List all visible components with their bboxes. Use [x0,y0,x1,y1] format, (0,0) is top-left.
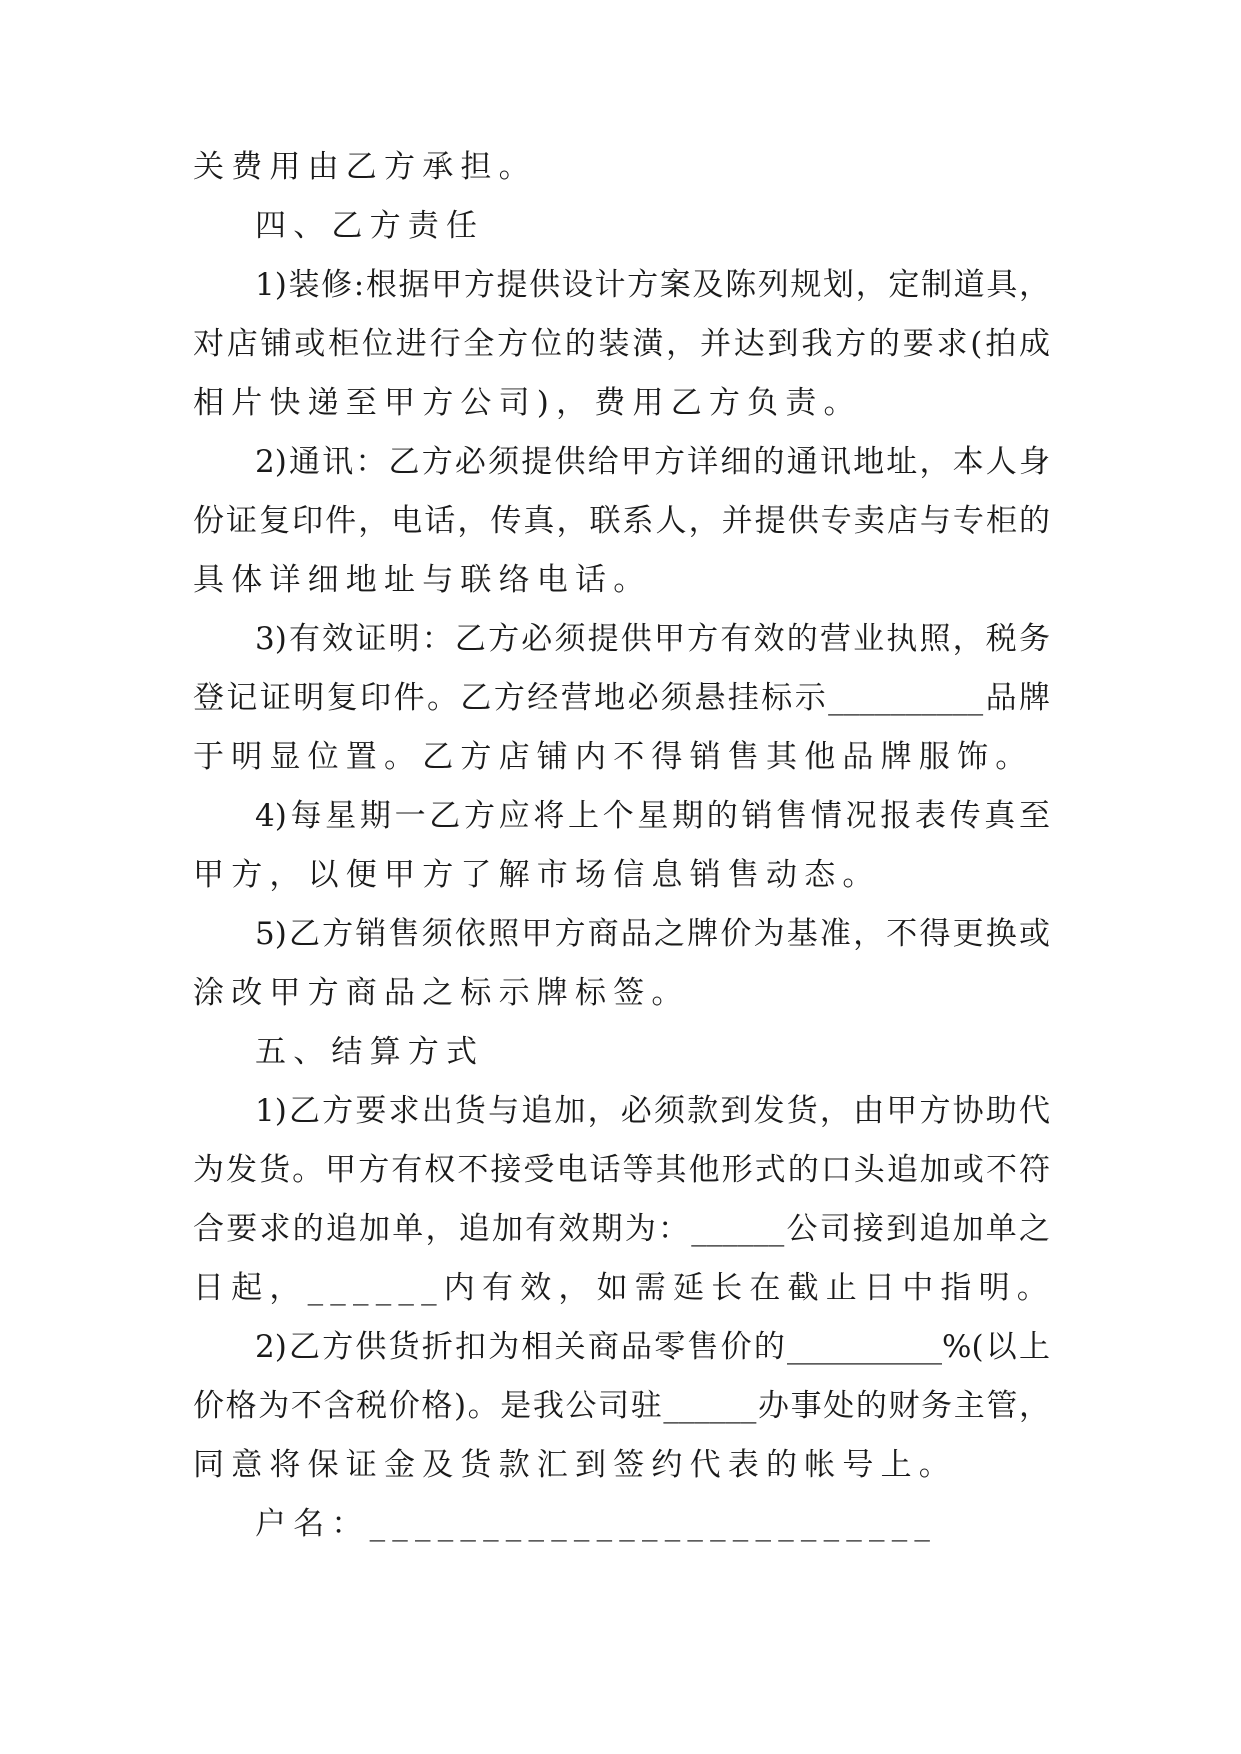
text-line: 2)通讯：乙方必须提供给甲方详细的通讯地址，本人身 [255,444,1050,480]
text-line: 同意将保证金及货款汇到签约代表的帐号上。 [193,1447,957,1483]
text-line: 于明显位置。乙方店铺内不得销售其他品牌服饰。 [193,739,1034,775]
section-heading: 四、乙方责任 [255,208,485,244]
section-heading: 五、结算方式 [255,1034,485,1070]
text-line: 相片快递至甲方公司)，费用乙方负责。 [193,385,862,421]
account-name-field: 户名：_________________________ [255,1506,938,1542]
text-line: 甲方，以便甲方了解市场信息销售动态。 [193,857,881,893]
text-line: 3)有效证明：乙方必须提供甲方有效的营业执照，税务 [255,621,1050,657]
text-line: 2)乙方供货折扣为相关商品零售价的__________%(以上 [255,1329,1050,1365]
text-line: 对店铺或柜位进行全方位的装潢，并达到我方的要求(拍成 [193,326,1050,362]
text-line: 4)每星期一乙方应将上个星期的销售情况报表传真至 [255,798,1050,834]
text-line: 具体详细地址与联络电话。 [193,562,652,598]
text-line: 价格为不含税价格)。是我公司驻______办事处的财务主管， [193,1388,1050,1424]
text-line: 1)乙方要求出货与追加，必须款到发货，由甲方协助代 [255,1093,1050,1129]
text-line: 关费用由乙方承担。 [193,149,537,185]
text-line: 为发货。甲方有权不接受电话等其他形式的口头追加或不符 [193,1152,1050,1188]
text-line: 合要求的追加单，追加有效期为：______公司接到追加单之 [193,1211,1050,1247]
text-line: 涂改甲方商品之标示牌标签。 [193,975,690,1011]
text-line: 登记证明复印件。乙方经营地必须悬挂标示__________品牌 [193,680,1050,716]
text-line: 份证复印件，电话，传真，联系人，并提供专卖店与专柜的 [193,503,1050,539]
text-line: 1)装修:根据甲方提供设计方案及陈列规划，定制道具， [255,267,1050,303]
text-line: 5)乙方销售须依照甲方商品之牌价为基准，不得更换或 [255,916,1050,952]
text-line: 日起，______内有效，如需延长在截止日中指明。 [193,1270,1055,1306]
